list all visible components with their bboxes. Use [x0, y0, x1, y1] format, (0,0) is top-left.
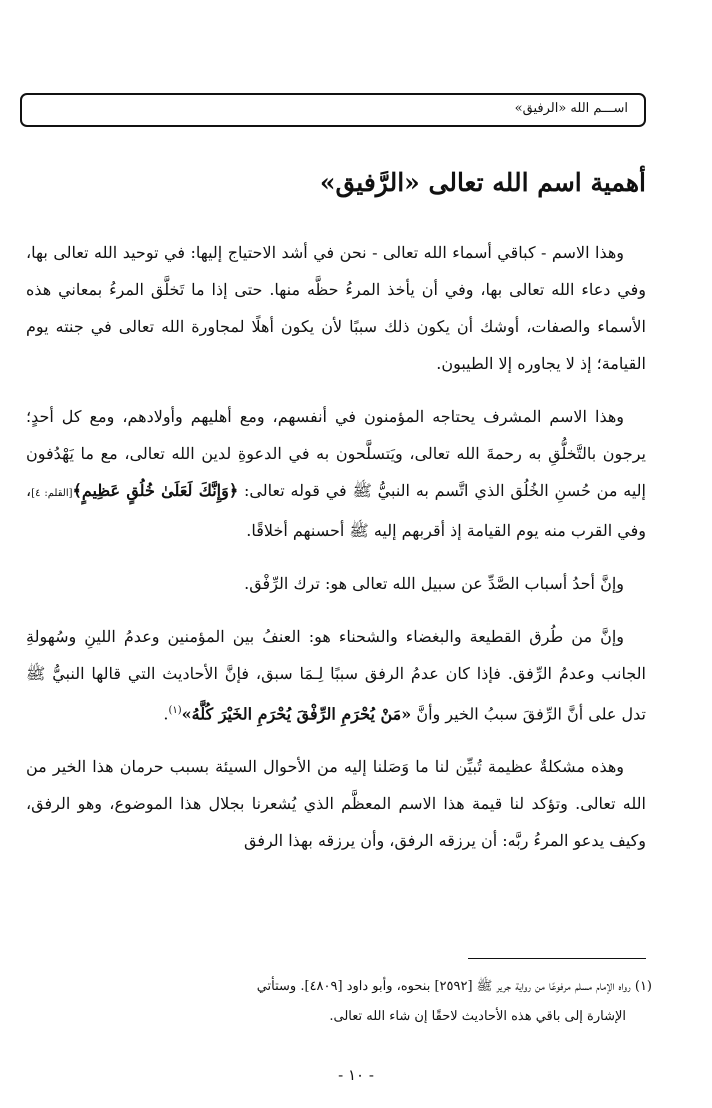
paragraph-2-continuation: ، وفي القرب منه يوم القيامة إذ أقربهم إليه ﷺ أحسنهم أخلاقًا.	[26, 481, 646, 540]
quran-verse: ﴿وَإِنَّكَ لَعَلَىٰ خُلُقٍ عَظِيمٍ﴾	[72, 481, 239, 500]
section-heading: أهمية اسم الله تعالى «الرَّفيق»	[319, 168, 646, 197]
paragraph-4-text: وإنَّ من طُرق القطيعة والبغضاء والشحناء هو: العنفُ بين المؤمنين وعدمُ اللينِ وسُهولةِ الجانب وعدمُ الرِّفق. فإذا كان عدمُ الرفق سببًا لِـمَا سبق، فإنَّ الأحاديث التي قالها النبيُّ ﷺ تدل على أنَّ الرِّفقَ سببُ الخير وأنَّ	[26, 627, 646, 724]
paragraph-1: وهذا الاسم - كباقي أسماء الله تعالى - نحن في أشد الاحتياج إليها: في توحيد الله تعالى بها، وفي دعاء الله تعالى بها، وفي أن يأخذ المرءُ حظَّه منها. حتى إذا ما تَخلَّق المرءُ بمعاني هذه الأسماء والصفات، أوشك أن يكون ذلك سببًا لأن يكون أهلًا لمجاورة الله تعالى في جنته يوم القيامة؛ إذ لا يجاوره إلا الطيبون.	[26, 243, 647, 373]
paragraph-2-text: وهذا الاسم المشرف يحتاجه المؤمنون في أنفسهم، ومع أهليهم وأولادهم، ومع كل أحدٍ؛ يرجون بالتَّخلُّقِ به رحمةَ الله تعالى، ويَتسلَّحون به في الدعوةِ لدين الله تعالى، مع ما يَهْدُفون إليه من حُسنِ الخُلُق الذي اتَّسم به النبيُّ ﷺ في قوله تعالى:	[26, 407, 646, 500]
footnote-1-continuation: الإشارة إلى باقي هذه الأحاديث لاحقًا إن شاء الله تعالى.	[329, 1009, 626, 1024]
paragraph-3: وإنَّ أحدُ أسباب الصَّدِّ عن سبيل الله تعالى هو: ترك الرِّفْق.	[244, 574, 624, 593]
quran-citation: [القلم: ٤]	[31, 488, 73, 499]
footnotes	[26, 972, 652, 1032]
paragraph-2	[26, 398, 646, 549]
page-number: - ١٠ -	[338, 1066, 374, 1084]
running-header	[20, 93, 646, 127]
paragraph-4	[26, 618, 646, 732]
footnote-1: (١) رواه الإمام مسلم مرفوعًا من رواية جرير ﷺ [٢٥٩٢] بنحوه، وأبو داود [٤٨٠٩]. وستأتي	[256, 979, 652, 994]
paragraph-4-end: .	[163, 704, 169, 724]
running-title: اســـم الله «الرفيق»	[514, 101, 628, 116]
hadith-quote: «مَنْ يُحْرَمِ الرِّفْقَ يُحْرَمِ الخَيْرَ كُلَّهُ»	[181, 704, 412, 724]
footnote-divider	[468, 958, 646, 959]
footnote-ref-1[interactable]: (١)	[168, 705, 182, 716]
paragraph-5: وهذه مشكلةٌ عظيمة تُبيِّن لنا ما وَصَلنا إليه من الأحوال السيئة بسبب حرمان هذا الخير من الله تعالى. وتؤكد لنا قيمة هذا الاسم المعظَّم الذي يُشعرنا بجلال هذا الموضوع، وهو الرفق، وكيف يدعو المرءُ ربَّه: أن يرزقه الرفق، وأن يرزقه بهذا الرفق	[26, 757, 646, 851]
body-text	[26, 234, 646, 875]
